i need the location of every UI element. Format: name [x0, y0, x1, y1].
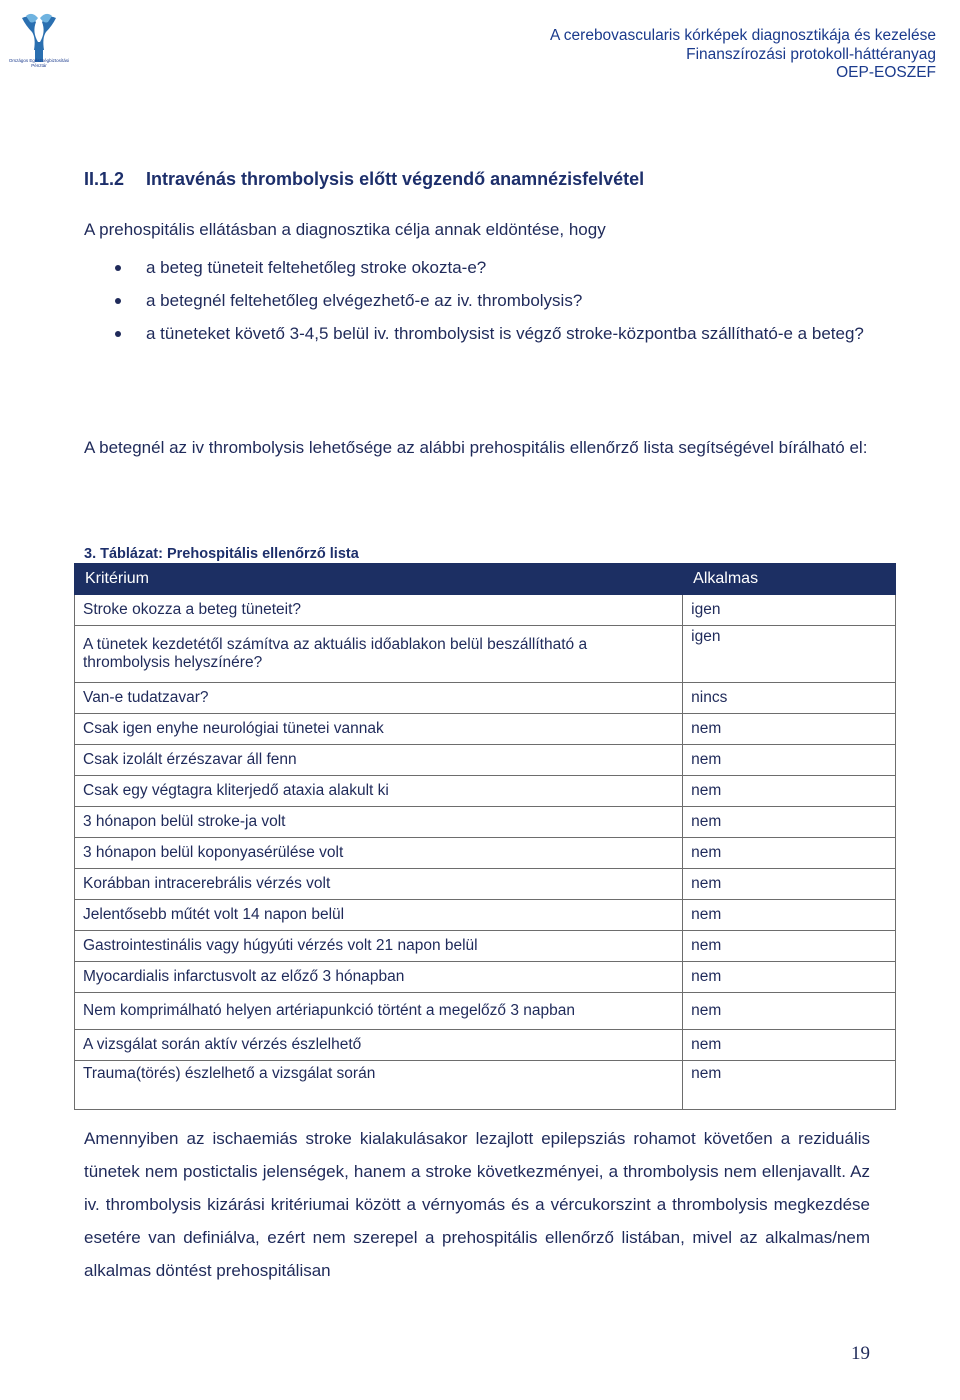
list-item: a beteg tüneteit feltehetőleg stroke okozta-e? — [84, 251, 874, 284]
eligible-cell: nem — [683, 931, 896, 962]
eligible-cell: nem — [683, 807, 896, 838]
table-row — [75, 869, 896, 900]
eligible-cell: nem — [683, 714, 896, 745]
eligible-cell: nem — [683, 1030, 896, 1061]
table-row — [75, 595, 896, 626]
table-header-row — [75, 564, 896, 595]
list-item: a betegnél feltehetőleg elvégezhető-e az iv. thrombolysis? — [84, 284, 874, 317]
criterion-cell: Gastrointestinális vagy húgyúti vérzés volt 21 napon belül — [75, 931, 683, 962]
table-row — [75, 1030, 896, 1061]
header-criterion: Kritérium — [75, 564, 683, 595]
table-row — [75, 900, 896, 931]
header-line-subtitle: Finanszírozási protokoll-háttéranyag — [686, 45, 936, 63]
table-row — [75, 1061, 896, 1110]
section-title — [84, 169, 644, 190]
document-header — [550, 27, 936, 83]
checklist-intro-paragraph: A betegnél az iv thrombolysis lehetősége az alábbi prehospitális ellenőrző lista segítségével bírálható el: — [84, 438, 868, 457]
bullet-icon — [115, 331, 121, 337]
criterion-cell: Stroke okozza a beteg tüneteit? — [75, 595, 683, 626]
table-row — [75, 838, 896, 869]
criterion-cell: Csak igen enyhe neurológiai tünetei vannak — [75, 714, 683, 745]
header-line-title: A cerebovascularis kórképek diagnosztikája és kezelése — [550, 27, 936, 44]
table-row — [75, 962, 896, 993]
eligible-cell: nem — [683, 745, 896, 776]
bullet-icon — [115, 298, 121, 304]
criterion-cell: Jelentősebb műtét volt 14 napon belül — [75, 900, 683, 931]
criterion-cell: Korábban intracerebrális vérzés volt — [75, 869, 683, 900]
header-line-org: OEP-EOSZEF — [836, 64, 936, 81]
table-row — [75, 807, 896, 838]
section-heading: Intravénás thrombolysis előtt végzendő anamnézisfelvétel — [146, 169, 645, 189]
page-number: 19 — [851, 1343, 870, 1364]
table-row — [75, 714, 896, 745]
bullet-list — [84, 251, 874, 350]
criterion-cell: Csak izolált érzészavar áll fenn — [75, 745, 683, 776]
table-row — [75, 626, 896, 683]
criterion-cell: 3 hónapon belül stroke-ja volt — [75, 807, 683, 838]
table-row — [75, 745, 896, 776]
criterion-cell: Myocardialis infarctusvolt az előző 3 hónapban — [75, 962, 683, 993]
closing-paragraph: Amennyiben az ischaemiás stroke kialakulásakor lezajlott epilepsziás rohamot követően a reziduális tünetek nem postictalis jelenségek, hanem a stroke következményei, a thrombolysis nem ellenjavallt. Az iv. thrombolysis kizárási kritériumai között a vérnyomás és a vércukorszint a thrombolysis megkezdése esetére van definiálva, ezért nem szerepel a prehospitális ellenőrző listában, mivel az alkalmas/nem alkalmas döntést prehospitálisan — [84, 1129, 870, 1280]
logo-caption: Országos Egészségbiztosítási Pénztár — [8, 58, 70, 68]
eligible-cell: igen — [683, 626, 896, 683]
table-row — [75, 993, 896, 1030]
criterion-cell: A tünetek kezdetétől számítva az aktuális időablakon belül beszállítható a thrombolysis helyszínére? — [75, 626, 683, 683]
criterion-cell: A vizsgálat során aktív vérzés észlelhető — [75, 1030, 683, 1061]
section-number: II.1.2 — [84, 169, 125, 189]
intro-paragraph: A prehospitális ellátásban a diagnosztika célja annak eldöntése, hogy — [84, 220, 606, 239]
header-eligible: Alkalmas — [683, 564, 896, 595]
list-item: a tüneteket követő 3-4,5 belül iv. thrombolysist is végző stroke-központba szállítható-e a beteg? — [84, 317, 874, 350]
eligible-cell: nem — [683, 776, 896, 807]
criterion-cell: Nem komprimálható helyen artériapunkció történt a megelőző 3 napban — [75, 993, 683, 1030]
eligible-cell: nincs — [683, 683, 896, 714]
table-caption: 3. Táblázat: Prehospitális ellenőrző lista — [84, 546, 359, 562]
bullet-icon — [115, 265, 121, 271]
eligible-cell: nem — [683, 900, 896, 931]
criterion-cell: Trauma(törés) észlelhető a vizsgálat során — [75, 1061, 683, 1110]
eligible-cell: nem — [683, 1061, 896, 1110]
table-row — [75, 683, 896, 714]
eligible-cell: nem — [683, 962, 896, 993]
checklist-table — [74, 563, 896, 1110]
criterion-cell: 3 hónapon belül koponyasérülése volt — [75, 838, 683, 869]
eligible-cell: nem — [683, 869, 896, 900]
criterion-cell: Van-e tudatzavar? — [75, 683, 683, 714]
criterion-cell: Csak egy végtagra kliterjedő ataxia alakult ki — [75, 776, 683, 807]
table-row — [75, 931, 896, 962]
eligible-cell: nem — [683, 838, 896, 869]
eligible-cell: nem — [683, 993, 896, 1030]
eligible-cell: igen — [683, 595, 896, 626]
table-row — [75, 776, 896, 807]
